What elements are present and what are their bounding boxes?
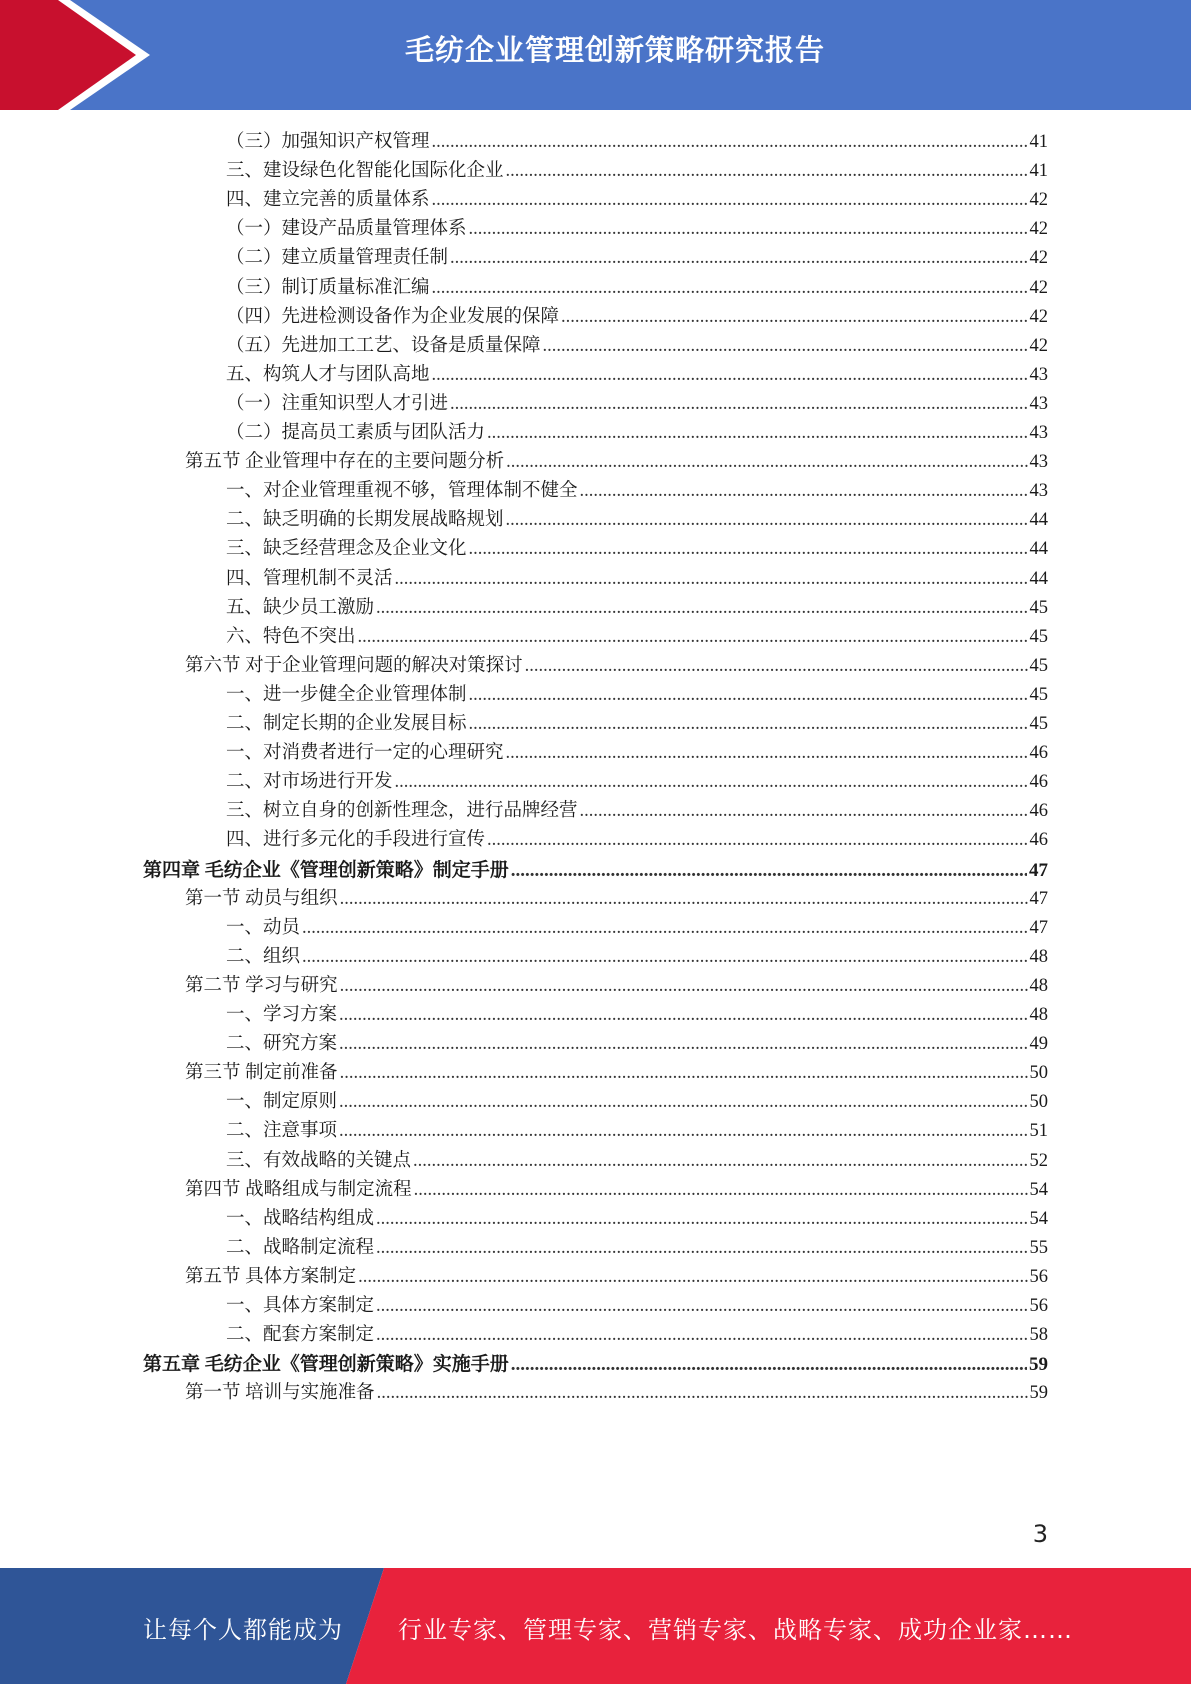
toc-page-number: 50 <box>1029 1063 1048 1084</box>
toc-section-entry[interactable] <box>185 651 1048 682</box>
toc-subsection-entry[interactable] <box>226 913 1048 944</box>
toc-dot-leader <box>432 127 1028 158</box>
toc-entry-title: 二、缺乏明确的长期发展战略规划 <box>226 510 504 531</box>
toc-entry-title: 五、构筑人才与团队高地 <box>226 364 430 385</box>
toc-subsection-entry[interactable] <box>226 680 1048 711</box>
toc-page-number: 52 <box>1029 1150 1048 1171</box>
toc-dot-leader <box>413 1146 1027 1177</box>
toc-entry-title: 五、缺少员工激励 <box>226 597 375 618</box>
toc-dot-leader <box>506 505 1028 536</box>
toc-page-number: 47 <box>1029 859 1048 881</box>
footer-slogan-right: 行业专家、管理专家、营销专家、战略专家、成功企业家…… <box>398 1616 1073 1644</box>
toc-dot-leader <box>302 913 1027 944</box>
toc-entry-title: 一、进一步健全企业管理体制 <box>226 684 467 705</box>
toc-dot-leader <box>339 1029 1027 1060</box>
toc-subsection-entry[interactable] <box>226 360 1048 391</box>
toc-page-number: 41 <box>1029 161 1048 182</box>
toc-entry-title: 一、动员 <box>226 917 301 938</box>
toc-entry-title: 第二节 学习与研究 <box>185 975 338 996</box>
toc-section-entry[interactable] <box>185 1058 1048 1089</box>
toc-page-number: 45 <box>1029 597 1048 618</box>
toc-subsection-entry[interactable] <box>226 1204 1048 1235</box>
toc-subsection-entry[interactable] <box>226 796 1048 827</box>
toc-page-number: 46 <box>1029 743 1048 764</box>
toc-subsection-entry[interactable] <box>226 1116 1048 1147</box>
toc-subsection-entry[interactable] <box>226 1087 1048 1118</box>
page-number: 3 <box>1032 1520 1048 1548</box>
toc-dot-leader <box>469 534 1028 565</box>
toc-dot-leader <box>395 767 1028 798</box>
toc-page-number: 42 <box>1029 306 1048 327</box>
toc-dot-leader <box>469 214 1028 245</box>
toc-dot-leader <box>432 360 1028 391</box>
toc-dot-leader <box>469 680 1028 711</box>
toc-page-number: 59 <box>1029 1354 1048 1376</box>
toc-entry-title: （一）注重知识型人才引进 <box>226 393 449 414</box>
toc-page-number: 43 <box>1029 481 1048 502</box>
toc-page-number: 56 <box>1029 1296 1048 1316</box>
toc-entry-title: 六、特色不突出 <box>226 626 356 647</box>
toc-subsection-entry[interactable] <box>226 709 1048 740</box>
toc-section-entry[interactable] <box>185 1262 1048 1293</box>
toc-dot-leader <box>376 1320 1027 1351</box>
toc-dot-leader <box>432 273 1028 304</box>
toc-subsection-entry[interactable] <box>226 1320 1048 1351</box>
toc-section-entry[interactable] <box>185 1378 1048 1409</box>
toc-page-number: 42 <box>1029 248 1048 269</box>
toc-page-number: 41 <box>1029 132 1048 152</box>
toc-dot-leader <box>376 593 1027 624</box>
toc-page-number: 48 <box>1029 975 1048 996</box>
toc-subsection-entry[interactable] <box>226 825 1048 856</box>
toc-entry-title: （一）建设产品质量管理体系 <box>226 219 467 240</box>
toc-entry-title: （二）提高员工素质与团队活力 <box>226 423 486 443</box>
toc-dot-leader <box>340 884 1028 915</box>
toc-page-number: 45 <box>1029 655 1048 676</box>
toc-entry-title: 三、树立自身的创新性理念，进行品牌经营 <box>226 801 578 822</box>
toc-page-number: 46 <box>1029 772 1048 793</box>
toc-dot-leader <box>525 651 1028 682</box>
toc-entry-title: 二、注意事项 <box>226 1121 338 1142</box>
toc-dot-leader <box>506 156 1028 187</box>
toc-subsection-entry[interactable] <box>226 156 1048 187</box>
toc-chapter-entry[interactable] <box>143 855 1048 886</box>
toc-dot-leader <box>580 796 1028 827</box>
toc-page-number: 48 <box>1029 946 1048 967</box>
toc-subsection-entry[interactable] <box>226 564 1048 595</box>
toc-dot-leader <box>340 1058 1028 1089</box>
report-title: 毛纺企业管理创新策略研究报告 <box>404 33 825 67</box>
toc-entry-title: 三、缺乏经营理念及企业文化 <box>226 539 467 560</box>
toc-section-entry[interactable] <box>185 447 1048 478</box>
toc-page-number: 50 <box>1029 1092 1048 1113</box>
page-footer <box>0 1568 1191 1684</box>
toc-dot-leader <box>543 331 1028 362</box>
toc-subsection-entry[interactable] <box>226 1291 1048 1322</box>
toc-entry-title: 第四节 战略组成与制定流程 <box>185 1179 412 1200</box>
toc-page-number: 45 <box>1029 626 1048 647</box>
toc-page-number: 59 <box>1029 1383 1048 1404</box>
toc-subsection-entry[interactable] <box>226 767 1048 798</box>
toc-entry-title: 一、学习方案 <box>226 1005 338 1025</box>
header-arrow-fill <box>0 0 136 110</box>
toc-entry-title: 第一节 培训与实施准备 <box>185 1383 375 1404</box>
toc-dot-leader <box>506 738 1028 769</box>
toc-page-number: 56 <box>1029 1266 1048 1287</box>
toc-dot-leader <box>376 1233 1027 1264</box>
toc-page-number: 45 <box>1029 714 1048 734</box>
toc-dot-leader <box>580 476 1028 507</box>
toc-dot-leader <box>302 942 1027 973</box>
toc-page-number: 58 <box>1029 1325 1048 1346</box>
toc-dot-leader <box>450 243 1027 274</box>
toc-entry-title: 二、组织 <box>226 946 301 967</box>
toc-dot-leader <box>339 1116 1027 1147</box>
footer-slogan-left: 让每个人都能成为 <box>143 1616 343 1644</box>
toc-subsection-entry[interactable] <box>226 214 1048 245</box>
toc-entry-title: 二、制定长期的企业发展目标 <box>226 714 467 734</box>
toc-subsection-entry[interactable] <box>226 127 1048 158</box>
toc-entry-title: 四、进行多元化的手段进行宣传 <box>226 830 486 851</box>
toc-page-number: 42 <box>1029 219 1048 240</box>
toc-dot-leader <box>469 709 1028 740</box>
toc-section-entry[interactable] <box>185 1175 1048 1206</box>
toc-entry-title: 四、管理机制不灵活 <box>226 568 393 589</box>
toc-page-number: 42 <box>1029 190 1048 211</box>
toc-subsection-entry[interactable] <box>226 243 1048 274</box>
toc-entry-title: （三）加强知识产权管理 <box>226 132 430 152</box>
toc-subsection-entry[interactable] <box>226 331 1048 362</box>
toc-section-entry[interactable] <box>185 971 1048 1002</box>
page-header <box>0 0 1191 110</box>
toc-entry-title: 一、对企业管理重视不够，管理体制不健全 <box>226 481 578 502</box>
toc-page-number: 42 <box>1029 335 1048 356</box>
toc-entry-title: 四、建立完善的质量体系 <box>226 190 430 211</box>
toc-dot-leader <box>340 971 1028 1002</box>
toc-entry-title: （五）先进加工工艺、设备是质量保障 <box>226 335 541 356</box>
toc-dot-leader <box>506 447 1027 478</box>
toc-subsection-entry[interactable] <box>226 622 1048 653</box>
toc-section-entry[interactable] <box>185 884 1048 915</box>
toc-page-number: 44 <box>1029 539 1048 560</box>
toc-page-number: 49 <box>1029 1034 1048 1055</box>
toc-page-number: 43 <box>1029 452 1048 473</box>
toc-page-number: 54 <box>1029 1208 1048 1229</box>
toc-entry-title: 第六节 对于企业管理问题的解决对策探讨 <box>185 655 523 676</box>
toc-dot-leader <box>487 418 1027 449</box>
toc-entry-title: 三、有效战略的关键点 <box>226 1150 412 1171</box>
toc-dot-leader <box>511 855 1027 886</box>
toc-subsection-entry[interactable] <box>226 185 1048 216</box>
toc-subsection-entry[interactable] <box>226 1000 1048 1031</box>
toc-dot-leader <box>358 1262 1027 1293</box>
toc-entry-title: （三）制订质量标准汇编 <box>226 277 430 298</box>
toc-subsection-entry[interactable] <box>226 1029 1048 1060</box>
toc-subsection-entry[interactable] <box>226 389 1048 420</box>
toc-page-number: 44 <box>1029 510 1048 531</box>
toc-dot-leader <box>339 1087 1027 1118</box>
toc-dot-leader <box>376 1204 1027 1235</box>
toc-dot-leader <box>450 389 1027 420</box>
toc-entry-title: 第五章 毛纺企业《管理创新策略》实施手册 <box>143 1354 509 1376</box>
toc-entry-title: （二）建立质量管理责任制 <box>226 248 449 269</box>
toc-page-number: 43 <box>1029 393 1048 414</box>
toc-subsection-entry[interactable] <box>226 302 1048 333</box>
toc-page-number: 51 <box>1029 1121 1048 1142</box>
toc-subsection-entry[interactable] <box>226 1233 1048 1264</box>
toc-dot-leader <box>414 1175 1028 1206</box>
toc-entry-title: 一、对消费者进行一定的心理研究 <box>226 743 504 764</box>
toc-subsection-entry[interactable] <box>226 505 1048 536</box>
toc-dot-leader <box>339 1000 1027 1031</box>
toc-entry-title: 二、战略制定流程 <box>226 1237 375 1258</box>
toc-subsection-entry[interactable] <box>226 476 1048 507</box>
toc-page-number: 45 <box>1029 684 1048 705</box>
toc-page-number: 47 <box>1029 888 1048 909</box>
toc-entry-title: （四）先进检测设备作为企业发展的保障 <box>226 306 560 327</box>
toc-dot-leader <box>377 1378 1028 1409</box>
toc-page-number: 46 <box>1029 830 1048 851</box>
toc-chapter-entry[interactable] <box>143 1349 1048 1380</box>
toc-entry-title: 一、制定原则 <box>226 1092 338 1113</box>
toc-entry-title: 第五节 企业管理中存在的主要问题分析 <box>185 452 505 473</box>
toc-entry-title: 三、建设绿色化智能化国际化企业 <box>226 161 504 182</box>
toc-subsection-entry[interactable] <box>226 534 1048 565</box>
toc-subsection-entry[interactable] <box>226 942 1048 973</box>
toc-subsection-entry[interactable] <box>226 273 1048 304</box>
toc-entry-title: 第三节 制定前准备 <box>185 1063 338 1084</box>
toc-entry-title: 二、研究方案 <box>226 1034 338 1055</box>
toc-dot-leader <box>358 622 1028 653</box>
toc-dot-leader <box>561 302 1027 333</box>
toc-page-number: 46 <box>1029 801 1048 822</box>
toc-subsection-entry[interactable] <box>226 418 1048 449</box>
toc-dot-leader <box>511 1349 1027 1380</box>
toc-entry-title: 一、战略结构组成 <box>226 1208 375 1229</box>
toc-dot-leader <box>376 1291 1027 1322</box>
toc-page-number: 48 <box>1029 1005 1048 1025</box>
toc-page-number: 44 <box>1029 568 1048 589</box>
toc-dot-leader <box>487 825 1027 856</box>
toc-entry-title: 第一节 动员与组织 <box>185 888 338 909</box>
toc-page-number: 42 <box>1029 277 1048 298</box>
toc-entry-title: 二、对市场进行开发 <box>226 772 393 793</box>
toc-page-number: 55 <box>1029 1237 1048 1258</box>
toc-subsection-entry[interactable] <box>226 593 1048 624</box>
toc-page-number: 54 <box>1029 1179 1048 1200</box>
toc-page-number: 43 <box>1029 364 1048 385</box>
toc-page-number: 47 <box>1029 917 1048 938</box>
toc-entry-title: 第五节 具体方案制定 <box>185 1266 357 1287</box>
toc-page-number: 43 <box>1029 423 1048 443</box>
toc-entry-title: 二、配套方案制定 <box>226 1325 375 1346</box>
toc-entry-title: 一、具体方案制定 <box>226 1296 375 1316</box>
toc-dot-leader <box>395 564 1028 595</box>
toc-subsection-entry[interactable] <box>226 738 1048 769</box>
toc-dot-leader <box>432 185 1028 216</box>
toc-subsection-entry[interactable] <box>226 1146 1048 1177</box>
toc-entry-title: 第四章 毛纺企业《管理创新策略》制定手册 <box>143 859 509 881</box>
